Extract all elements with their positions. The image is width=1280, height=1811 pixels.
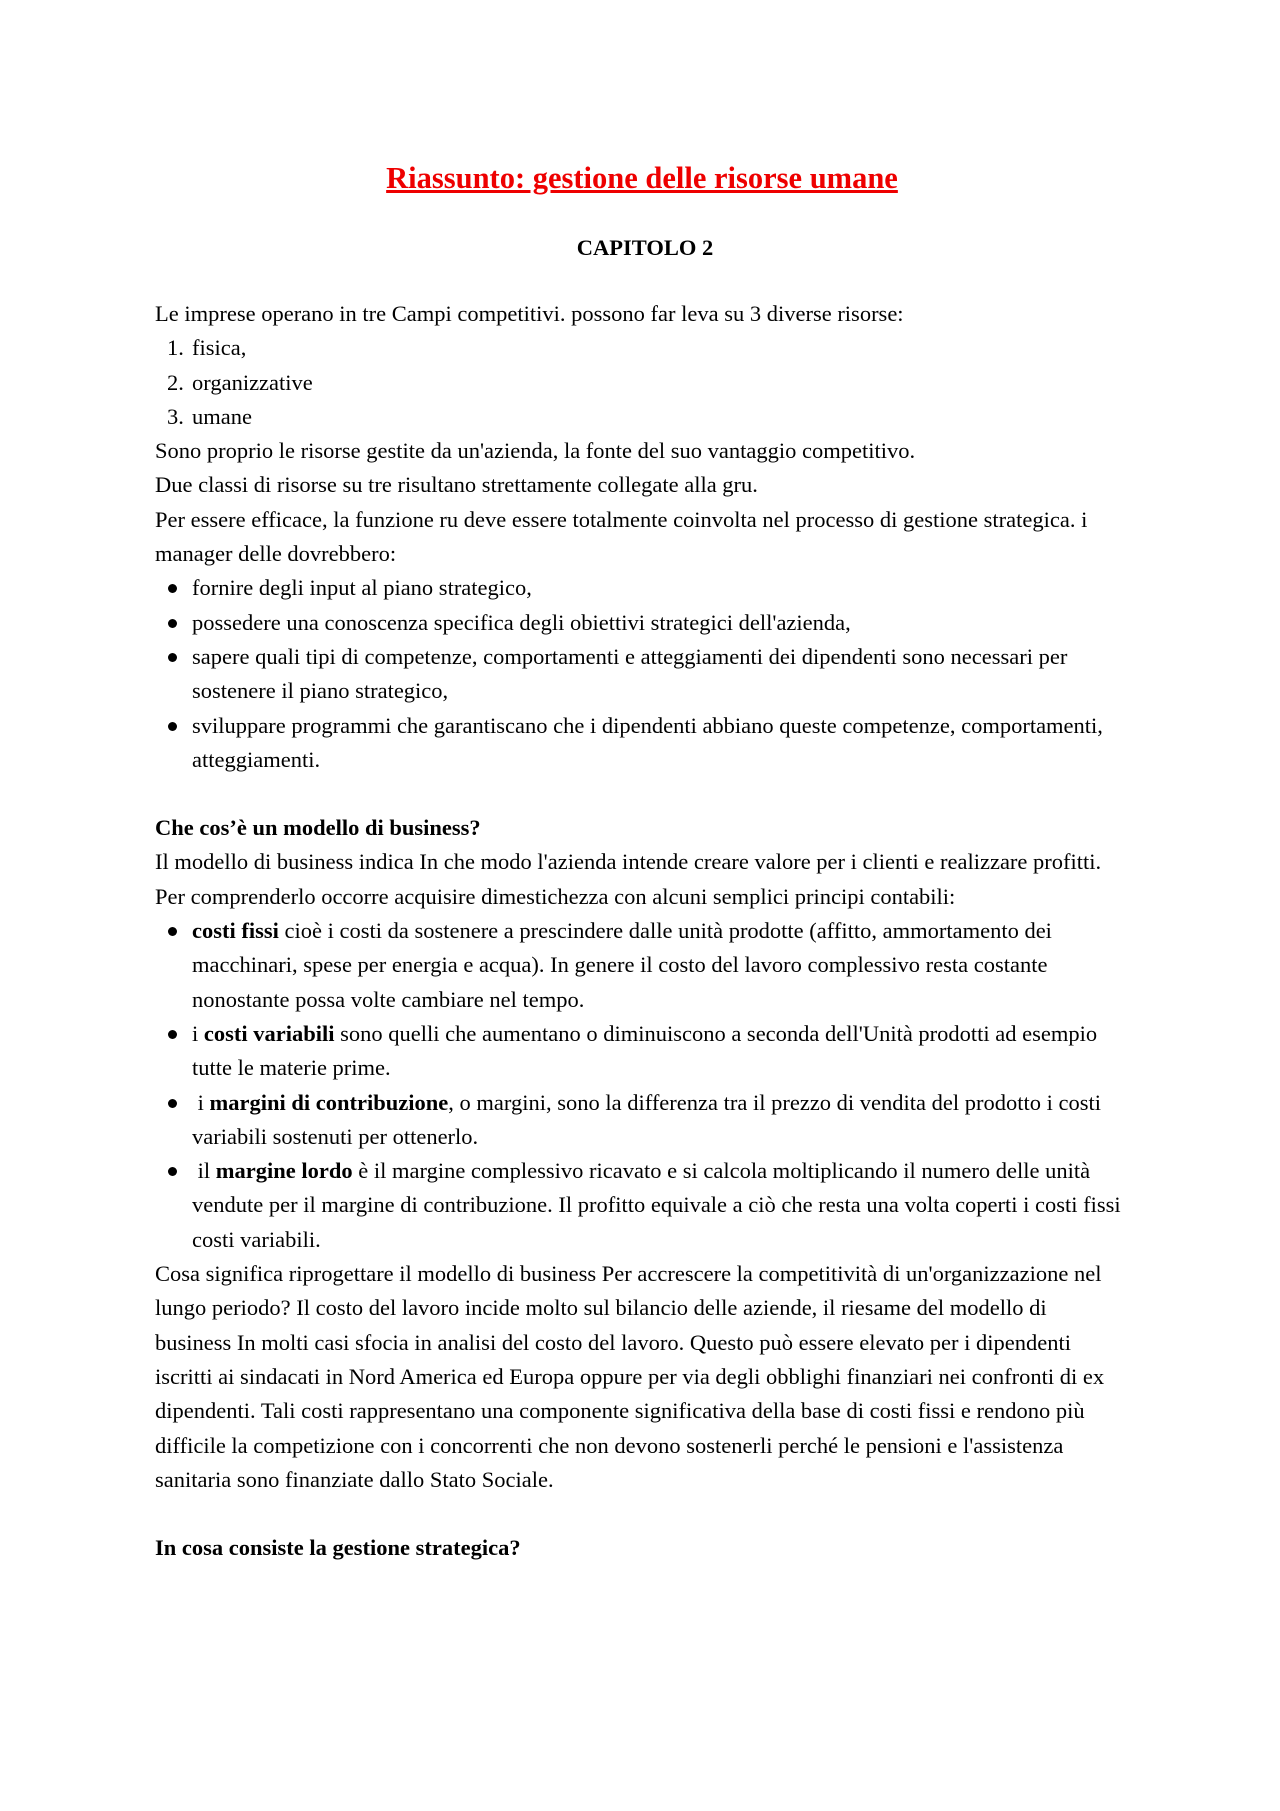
- list-item: [155, 331, 1125, 365]
- list-item: [155, 1154, 1125, 1257]
- paragraph: Per essere efficace, la funzione ru deve essere totalmente coinvolta nel processo di gestione strategica. i manager delle dovrebbero:: [155, 506, 1088, 567]
- list-item-text: , o margini, sono la differenza tra il prezzo di vendita del prodotto i costi variabili sostenuti per ottenerlo.: [192, 1089, 1102, 1149]
- paragraph: Il modello di business indica In che modo l'azienda intende creare valore per i clienti e realizzare profitti.: [155, 849, 1102, 875]
- bullet-icon: [168, 619, 177, 628]
- document-page: [155, 158, 1125, 1565]
- list-item-prefix: i: [192, 1089, 210, 1115]
- bullet-icon: [168, 1167, 177, 1176]
- list-item: [155, 914, 1125, 1017]
- spacer: [155, 1497, 1125, 1531]
- paragraph: Cosa significa riprogettare il modello di business Per accrescere la competitività di un'organizzazione nel lungo periodo? Il costo del lavoro incide molto sul bilancio delle aziende, il riesame del modello di business In molti casi sfocia in analisi del costo del lavoro. Questo può essere elevato per i dipendenti iscritti ai sindacati in Nord America ed Europa oppure per via degli obblighi finanziari nei confronti di ex dipendenti. Tali costi rappresentano una componente significativa della base di costi fissi e rendono più difficile la competizione con i concorrenti che non devono sostenerli perché le pensioni e l'assistenza sanitaria sono finanziate dallo Stato Sociale.: [155, 1261, 1105, 1492]
- bullet-icon: [168, 584, 177, 593]
- bullet-icon: [168, 653, 177, 662]
- bullet-icon: [168, 722, 177, 731]
- section-heading: Che cos’è un modello di business?: [155, 815, 481, 841]
- list-item-text: sono quelli che aumentano o diminuiscono a seconda dell'Unità prodotti ad esempio tutte le materie prime.: [192, 1020, 1098, 1081]
- paragraph: Per comprenderlo occorre acquisire dimestichezza con alcuni semplici principi contabili:: [155, 883, 956, 909]
- spacer: [155, 777, 1125, 811]
- intro-paragraph: Le imprese operano in tre Campi competitivi. possono far leva su 3 diverse risorse:: [155, 301, 904, 326]
- list-item-text: organizzative: [192, 369, 313, 395]
- list-number: 3.: [167, 403, 184, 429]
- list-item-text: fisica,: [192, 335, 247, 361]
- list-item: [155, 400, 1125, 434]
- list-item-text: umane: [192, 403, 252, 429]
- list-item: [155, 606, 1125, 640]
- bullet-icon: [168, 1030, 177, 1039]
- list-item-prefix: i: [192, 1020, 204, 1046]
- resources-list: [155, 331, 1125, 434]
- list-item-text: fornire degli input al piano strategico,: [192, 575, 532, 601]
- list-item-text: è il margine complessivo ricavato e si calcola moltiplicando il numero delle unità vendute per il margine di contribuzione. Il profitto equivale a ciò che resta una volta coperti i costi fissi costi variabili.: [192, 1158, 1121, 1252]
- list-item: [155, 640, 1125, 709]
- manager-duties-list: [155, 571, 1125, 777]
- term-bold: costi fissi: [192, 918, 279, 944]
- section-heading: In cosa consiste la gestione strategica?: [155, 1535, 521, 1561]
- list-number: 2.: [167, 369, 184, 395]
- bullet-icon: [168, 927, 177, 936]
- list-item-text: cioè i costi da sostenere a prescindere dalle unità prodotte (affitto, ammortamento dei macchinari, spese per energia e acqua). In genere il costo del lavoro complessivo resta costante nonostante possa volte cambiare nel tempo.: [192, 918, 1052, 1012]
- paragraph: Due classi di risorse su tre risultano strettamente collegate alla gru.: [155, 472, 758, 498]
- list-item-text: sviluppare programmi che garantiscano che i dipendenti abbiano queste competenze, comportamenti, atteggiamenti.: [192, 712, 1103, 772]
- accounting-principles-list: [155, 914, 1125, 1257]
- chapter-heading: CAPITOLO 2: [576, 235, 714, 260]
- term-bold: margine lordo: [215, 1158, 353, 1184]
- list-number: 1.: [167, 335, 184, 361]
- list-item-text: sapere quali tipi di competenze, comportamenti e atteggiamenti dei dipendenti sono necessari per sostenere il piano strategico,: [192, 643, 1068, 704]
- document-title: Riassunto: gestione delle risorse umane: [386, 161, 898, 195]
- list-item: [155, 709, 1125, 778]
- list-item: [155, 1017, 1125, 1086]
- paragraph: Sono proprio le risorse gestite da un'azienda, la fonte del suo vantaggio competitivo.: [155, 438, 916, 464]
- list-item-text: possedere una conoscenza specifica degli obiettivi strategici dell'azienda,: [192, 609, 851, 635]
- list-item: [155, 571, 1125, 605]
- bullet-icon: [168, 1099, 177, 1108]
- list-item: [155, 366, 1125, 400]
- term-bold: costi variabili: [203, 1020, 335, 1046]
- term-bold: margini di contribuzione: [209, 1089, 449, 1115]
- list-item-prefix: il: [192, 1158, 216, 1184]
- list-item: [155, 1086, 1125, 1155]
